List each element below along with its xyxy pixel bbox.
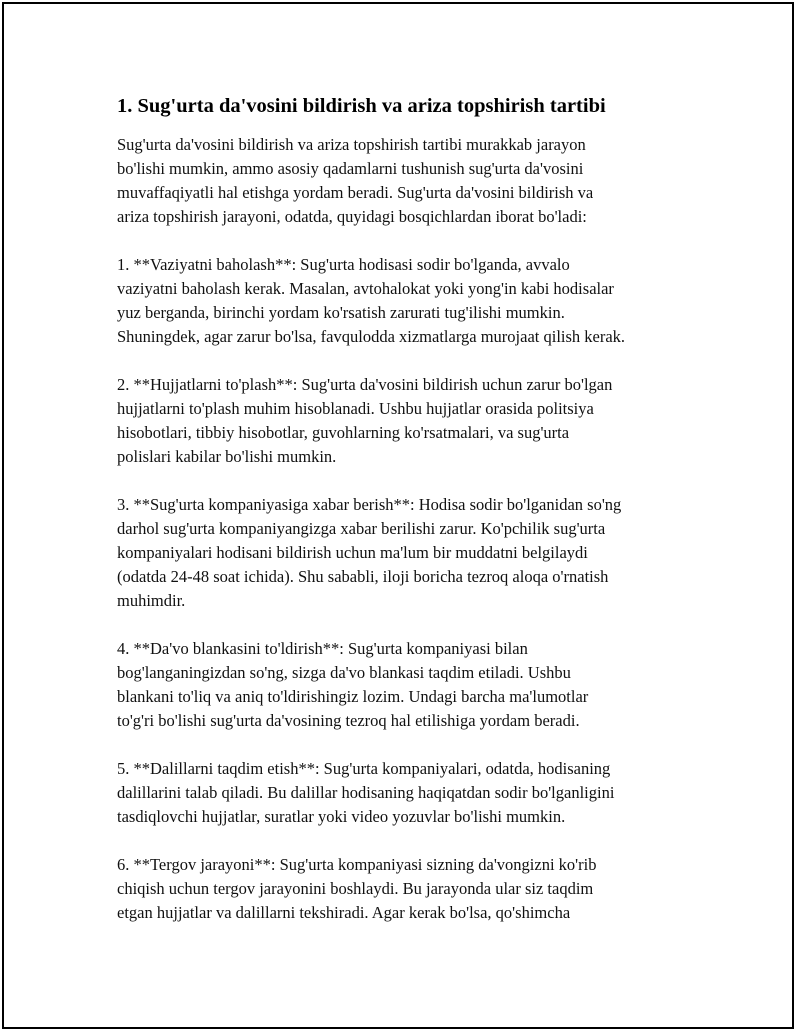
step-5-paragraph: 5. **Dalillarni taqdim etish**: Sug'urta kompaniyalari, odatda, hodisaning dalillarini talab qiladi. Bu dalillar hodisaning haqiqatdan sodir bo'lganligini tasdiqlovchi hujjatlar, suratlar yoki video yozuvlar bo'lishi mumkin.: [117, 759, 615, 826]
intro-paragraph: Sug'urta da'vosini bildirish va ariza topshirish tartibi murakkab jarayon bo'lishi mumkin, ammo asosiy qadamlarni tushunish sug'urta da'vosini muvaffaqiyatli hal etishga yordam beradi. Sug'urta da'vosini bildirish va ariza topshirish jarayoni, odatda, quyidagi bosqichlardan iborat bo'ladi:: [117, 135, 594, 226]
step-3-paragraph: 3. **Sug'urta kompaniyasiga xabar berish**: Hodisa sodir bo'lganidan so'ng darhol sug'urta kompaniyangizga xabar berilishi zarur. Ko'pchilik sug'urta kompaniyalari hodisani bildirish uchun ma'lum bir muddatni belgilaydi (odatda 24-48 soat ichida). Shu sababli, iloji boricha tezroq aloqa o'rnatish muhimdir.: [117, 495, 622, 610]
section-heading: 1. Sug'urta da'vosini bildirish va ariza topshirish tartibi: [117, 95, 606, 117]
step-2-paragraph: 2. **Hujjatlarni to'plash**: Sug'urta da'vosini bildirish uchun zarur bo'lgan hujjatlarni to'plash muhim hisoblanadi. Ushbu hujjatlar orasida politsiya hisobotlari, tibbiy hisobotlar, guvohlarning ko'rsatmalari, va sug'urta polislari kabilar bo'lishi mumkin.: [117, 375, 613, 466]
step-6-paragraph: 6. **Tergov jarayoni**: Sug'urta kompaniyasi sizning da'vongizni ko'rib chiqish uchun tergov jarayonini boshlaydi. Bu jarayonda ular siz taqdim etgan hujjatlar va dalillarni tekshiradi. Agar kerak bo'lsa, qo'shimcha: [117, 855, 597, 922]
document-body: [117, 92, 683, 949]
step-1-paragraph: 1. **Vaziyatni baholash**: Sug'urta hodisasi sodir bo'lganda, avvalo vaziyatni baholash kerak. Masalan, avtohalokat yoki yong'in kabi hodisalar yuz berganda, birinchi yordam ko'rsatish zarurati tug'ilishi mumkin. Shuningdek, agar zarur bo'lsa, favqulodda xizmatlarga murojaat qilish kerak.: [117, 255, 626, 346]
step-4-paragraph: 4. **Da'vo blankasini to'ldirish**: Sug'urta kompaniyasi bilan bog'langaningizdan so'ng, sizga da'vo blankasi taqdim etiladi. Ushbu blankani to'liq va aniq to'ldirishingiz lozim. Undagi barcha ma'lumotlar to'g'ri bo'lishi sug'urta da'vosining tezroq hal etilishiga yordam beradi.: [117, 639, 589, 730]
